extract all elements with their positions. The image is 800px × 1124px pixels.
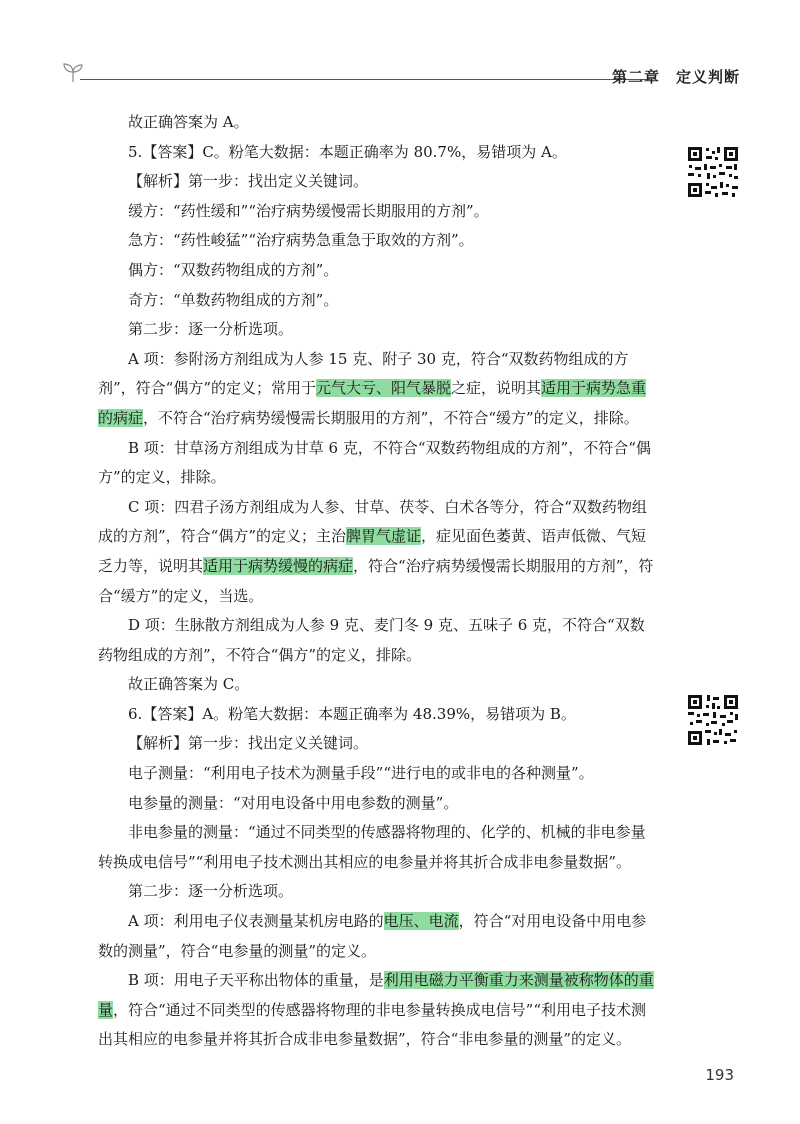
text-run: 5. xyxy=(128,142,143,161)
text-run: 急方：“药性峻猛”“治疗病势急重急于取效的方剂”。 xyxy=(128,231,474,250)
qr-code-icon[interactable] xyxy=(686,145,740,199)
text-run: 偶方：“双数药物组成的方剂”。 xyxy=(128,260,339,279)
text-run: ，症见面色萎黄、语声低微、气短乏力等，说明其 xyxy=(98,527,647,575)
paragraph xyxy=(98,434,658,493)
text-run: D 项：生脉散方剂组成为人参 9 克、麦门冬 9 克、五味子 6 克，不符合“双数药物组成的方剂”，不符合“偶方”的定义，排除。 xyxy=(98,616,645,664)
paragraph xyxy=(98,877,658,907)
highlighted-text: 电压、电流 xyxy=(383,912,459,931)
text-run: 第一步：找出定义关键词。 xyxy=(188,734,369,753)
text-run: 第二步：逐一分析选项。 xyxy=(128,320,294,339)
paragraph xyxy=(98,789,658,819)
paragraph xyxy=(98,966,658,1055)
text-run: 故正确答案为 A。 xyxy=(128,113,249,131)
paragraph xyxy=(98,759,658,789)
text-run: B 项：甘草汤方剂组成为甘草 6 克，不符合“双数药物组成的方剂”，不符合“偶方”的定义，排除。 xyxy=(98,438,651,487)
section-label: 【答案】 xyxy=(142,704,203,723)
paragraph xyxy=(98,345,658,434)
chapter-title: 第二章 定义判断 xyxy=(611,68,740,86)
paragraph xyxy=(98,167,658,197)
paragraph xyxy=(98,818,658,877)
highlighted-text: 利用电磁力平衡重力来测量被称物体的重量 xyxy=(98,971,654,1019)
text-run: C。粉笔大数据：本题正确率为 80.7%，易错项为 A。 xyxy=(202,142,567,161)
text-run: 之症，说明其 xyxy=(451,379,542,398)
highlighted-text: 元气大亏、阳气暴脱 xyxy=(316,379,452,398)
paragraph xyxy=(98,197,658,227)
text-run: 第二步：逐一分析选项。 xyxy=(128,882,294,901)
text-run: A 项：利用电子仪表测量某机房电路的 xyxy=(128,912,384,931)
paragraph xyxy=(98,729,658,759)
section-label: 【解析】 xyxy=(128,172,189,191)
text-run: ，符合“对用电设备中用电参数的测量”，符合“电参量的测量”的定义。 xyxy=(98,912,647,960)
paragraph xyxy=(98,907,658,966)
text-run: B 项：用电子天平称出物体的重量，是 xyxy=(128,971,384,990)
section-label: 【解析】 xyxy=(128,734,189,753)
text-run: 缓方：“药性缓和”“治疗病势缓慢需长期服用的方剂”。 xyxy=(128,201,489,220)
paragraph xyxy=(98,226,658,256)
highlighted-text: 适用于病势急重的病症 xyxy=(98,379,647,427)
text-run: ，符合“治疗病势缓慢需长期服用的方剂”，符合“缓方”的定义，当选。 xyxy=(98,556,654,605)
text-run: 故正确答案为 C。 xyxy=(128,675,250,694)
text-run: 奇方：“单数药物组成的方剂”。 xyxy=(128,290,339,309)
section-label: 【答案】 xyxy=(142,142,203,161)
page-header xyxy=(60,62,740,92)
paragraph xyxy=(98,670,658,700)
sprout-icon xyxy=(60,62,86,84)
paragraph xyxy=(98,315,658,345)
header-rule xyxy=(80,79,650,80)
paragraph xyxy=(98,108,658,138)
paragraph xyxy=(98,286,658,316)
paragraph xyxy=(98,700,658,730)
text-run: 电子测量：“利用电子技术为测量手段”“进行电的或非电的各种测量”。 xyxy=(128,764,594,783)
paragraph xyxy=(98,138,658,168)
text-run: C 项：四君子汤方剂组成为人参、甘草、茯苓、白术各等分，符合“双数药物组成的方剂”，符合“偶方”的定义；主治 xyxy=(98,497,647,546)
text-run: A 项：参附汤方剂组成为人参 15 克、附子 30 克，符合“双数药物组成的方剂”，符合“偶方”的定义；常用于 xyxy=(98,349,629,398)
answer-explanation-body xyxy=(98,108,658,1055)
highlighted-text: 适用于病势缓慢的病症 xyxy=(203,556,354,575)
highlighted-text: 脾胃气虚证 xyxy=(346,527,422,546)
text-run: 第一步：找出定义关键词。 xyxy=(188,172,369,191)
paragraph xyxy=(98,611,658,670)
text-run: ，不符合“治疗病势缓慢需长期服用的方剂”，不符合“缓方”的定义，排除。 xyxy=(143,408,639,427)
text-run: A。粉笔大数据：本题正确率为 48.39%，易错项为 B。 xyxy=(202,704,576,723)
text-run: 非电参量的测量：“通过不同类型的传感器将物理的、化学的、机械的非电参量转换成电信号”“利用电子技术测出其相应的电参量并将其折合成非电参量数据”。 xyxy=(98,823,646,871)
paragraph xyxy=(98,256,658,286)
text-run: 电参量的测量：“对用电设备中用电参数的测量”。 xyxy=(128,793,459,812)
qr-code-icon[interactable] xyxy=(686,693,740,747)
text-run: 6. xyxy=(128,704,143,723)
page-number: 193 xyxy=(705,1066,734,1084)
text-run: ，符合“通过不同类型的传感器将物理的非电参量转换成电信号”“利用电子技术测出其相应的电参量并将其折合成非电参量数据”，符合“非电参量的测量”的定义。 xyxy=(98,1000,647,1049)
paragraph xyxy=(98,493,658,611)
